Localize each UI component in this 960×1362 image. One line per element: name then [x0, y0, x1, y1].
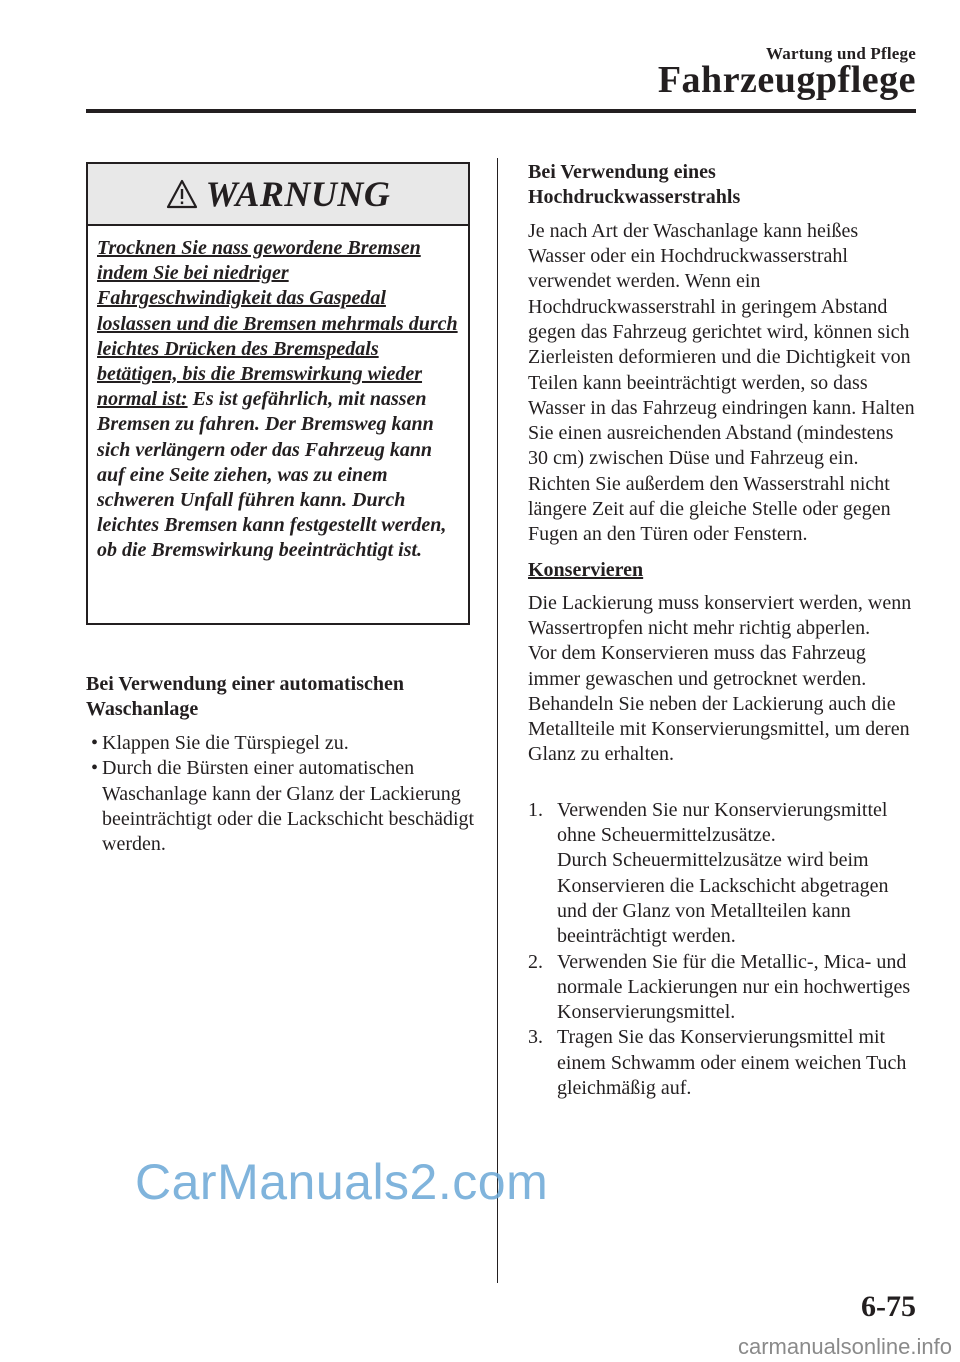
left-column	[86, 672, 486, 858]
bullet-marker: •	[91, 731, 99, 754]
page-title: Fahrzeugpflege	[657, 59, 916, 101]
list-item	[528, 950, 918, 1026]
column-divider	[497, 158, 498, 1283]
warning-triangle-icon	[166, 179, 198, 209]
high-pressure-heading: Bei Verwendung eines Hochdruckwasserstrahls	[528, 161, 741, 209]
bullet-text: Durch die Bürsten einer automatischen Waschanlage kann der Glanz der Lackierung beeinträchtigt oder die Lackschicht beschädigt werden.	[102, 757, 475, 856]
step-text: Tragen Sie das Konservierungsmittel mit einem Schwamm oder einem weichen Tuch gleichmäßig auf.	[557, 1026, 907, 1100]
list-item	[86, 756, 486, 858]
auto-wash-list	[86, 731, 486, 858]
bullet-text: Klappen Sie die Türspiegel zu.	[102, 731, 349, 754]
warning-instruction: Trocknen Sie nass gewordene Bremsen indem Sie bei niedriger Fahrgeschwindigkeit das Gaspedal loslassen und die Bremsen mehrmals durch leichtes Drücken des Bremspedals betätigen, bis die Bremswirkung wieder normal ist:	[97, 237, 458, 411]
step-number: 1.	[528, 798, 543, 821]
conserve-steps	[528, 798, 918, 1102]
warning-title: WARNUNG	[205, 174, 391, 214]
list-item	[86, 731, 486, 756]
conserve-heading: Konservieren	[528, 558, 644, 581]
header-rule	[86, 109, 916, 113]
step-subtext: Durch Scheuermittelzusätze wird beim Konservieren die Lackschicht abgetragen und der Glanz von Metallteilen kann beeinträchtigt werden.	[557, 849, 889, 948]
warning-body	[88, 226, 468, 564]
step-number: 3.	[528, 1026, 543, 1049]
conserve-paragraph: Die Lackierung muss konserviert werden, wenn Wassertropfen nicht mehr richtig abperlen.	[528, 591, 912, 639]
warning-header	[88, 164, 468, 226]
list-item	[528, 1025, 918, 1101]
step-text: Verwenden Sie nur Konservierungsmittel ohne Scheuermittelzusätze.	[557, 798, 888, 847]
chapter-label: Wartung und Pflege	[765, 44, 916, 63]
conserve-paragraph: Vor dem Konservieren muss das Fahrzeug immer gewaschen und getrocknet werden. Behandeln Sie neben der Lackierung auch die Metallteile mit Konservierungsmittel, um deren Glanz zu erhalten.	[528, 642, 910, 766]
list-item	[528, 798, 918, 950]
watermark: CarManuals2.com	[135, 1154, 549, 1210]
high-pressure-text: Je nach Art der Waschanlage kann heißes Wasser oder ein Hochdruckwasserstrahl verwendet werden. Wenn ein Hochdruckwasserstrahl in geringem Abstand gegen das Fahrzeug gerichtet wird, können sich Zierleisten deformieren und die Dichtigkeit von Teilen kann beeinträchtigt werden, so dass Wasser in das Fahrzeug eindringen kann. Halten Sie einen ausreichenden Abstand (mindestens 30 cm) zwischen Düse und Fahrzeug ein. Richten Sie außerdem den Wasserstrahl nicht längere Zeit auf die gleiche Stelle oder gegen Fugen an den Türen oder Fenstern.	[528, 219, 915, 546]
step-number: 2.	[528, 950, 543, 973]
page-number: 6-75	[861, 1290, 916, 1323]
watermark: carmanualsonline.info	[737, 1334, 952, 1359]
step-text: Verwenden Sie für die Metallic-, Mica- und normale Lackierungen nur ein hochwertiges Konservierungsmittel.	[557, 950, 911, 1024]
right-column	[528, 160, 918, 1101]
auto-wash-heading: Bei Verwendung einer automatischen Waschanlage	[86, 673, 404, 721]
bullet-marker: •	[91, 757, 99, 780]
warning-explanation: Es ist gefährlich, mit nassen Bremsen zu fahren. Der Bremsweg kann sich verlängern oder das Fahrzeug kann auf eine Seite ziehen, was zu einem schweren Unfall führen kann. Durch leichtes Bremsen kann festgestellt werden, ob die Bremswirkung beeinträchtigt ist.	[97, 388, 447, 562]
warning-box	[86, 162, 470, 625]
